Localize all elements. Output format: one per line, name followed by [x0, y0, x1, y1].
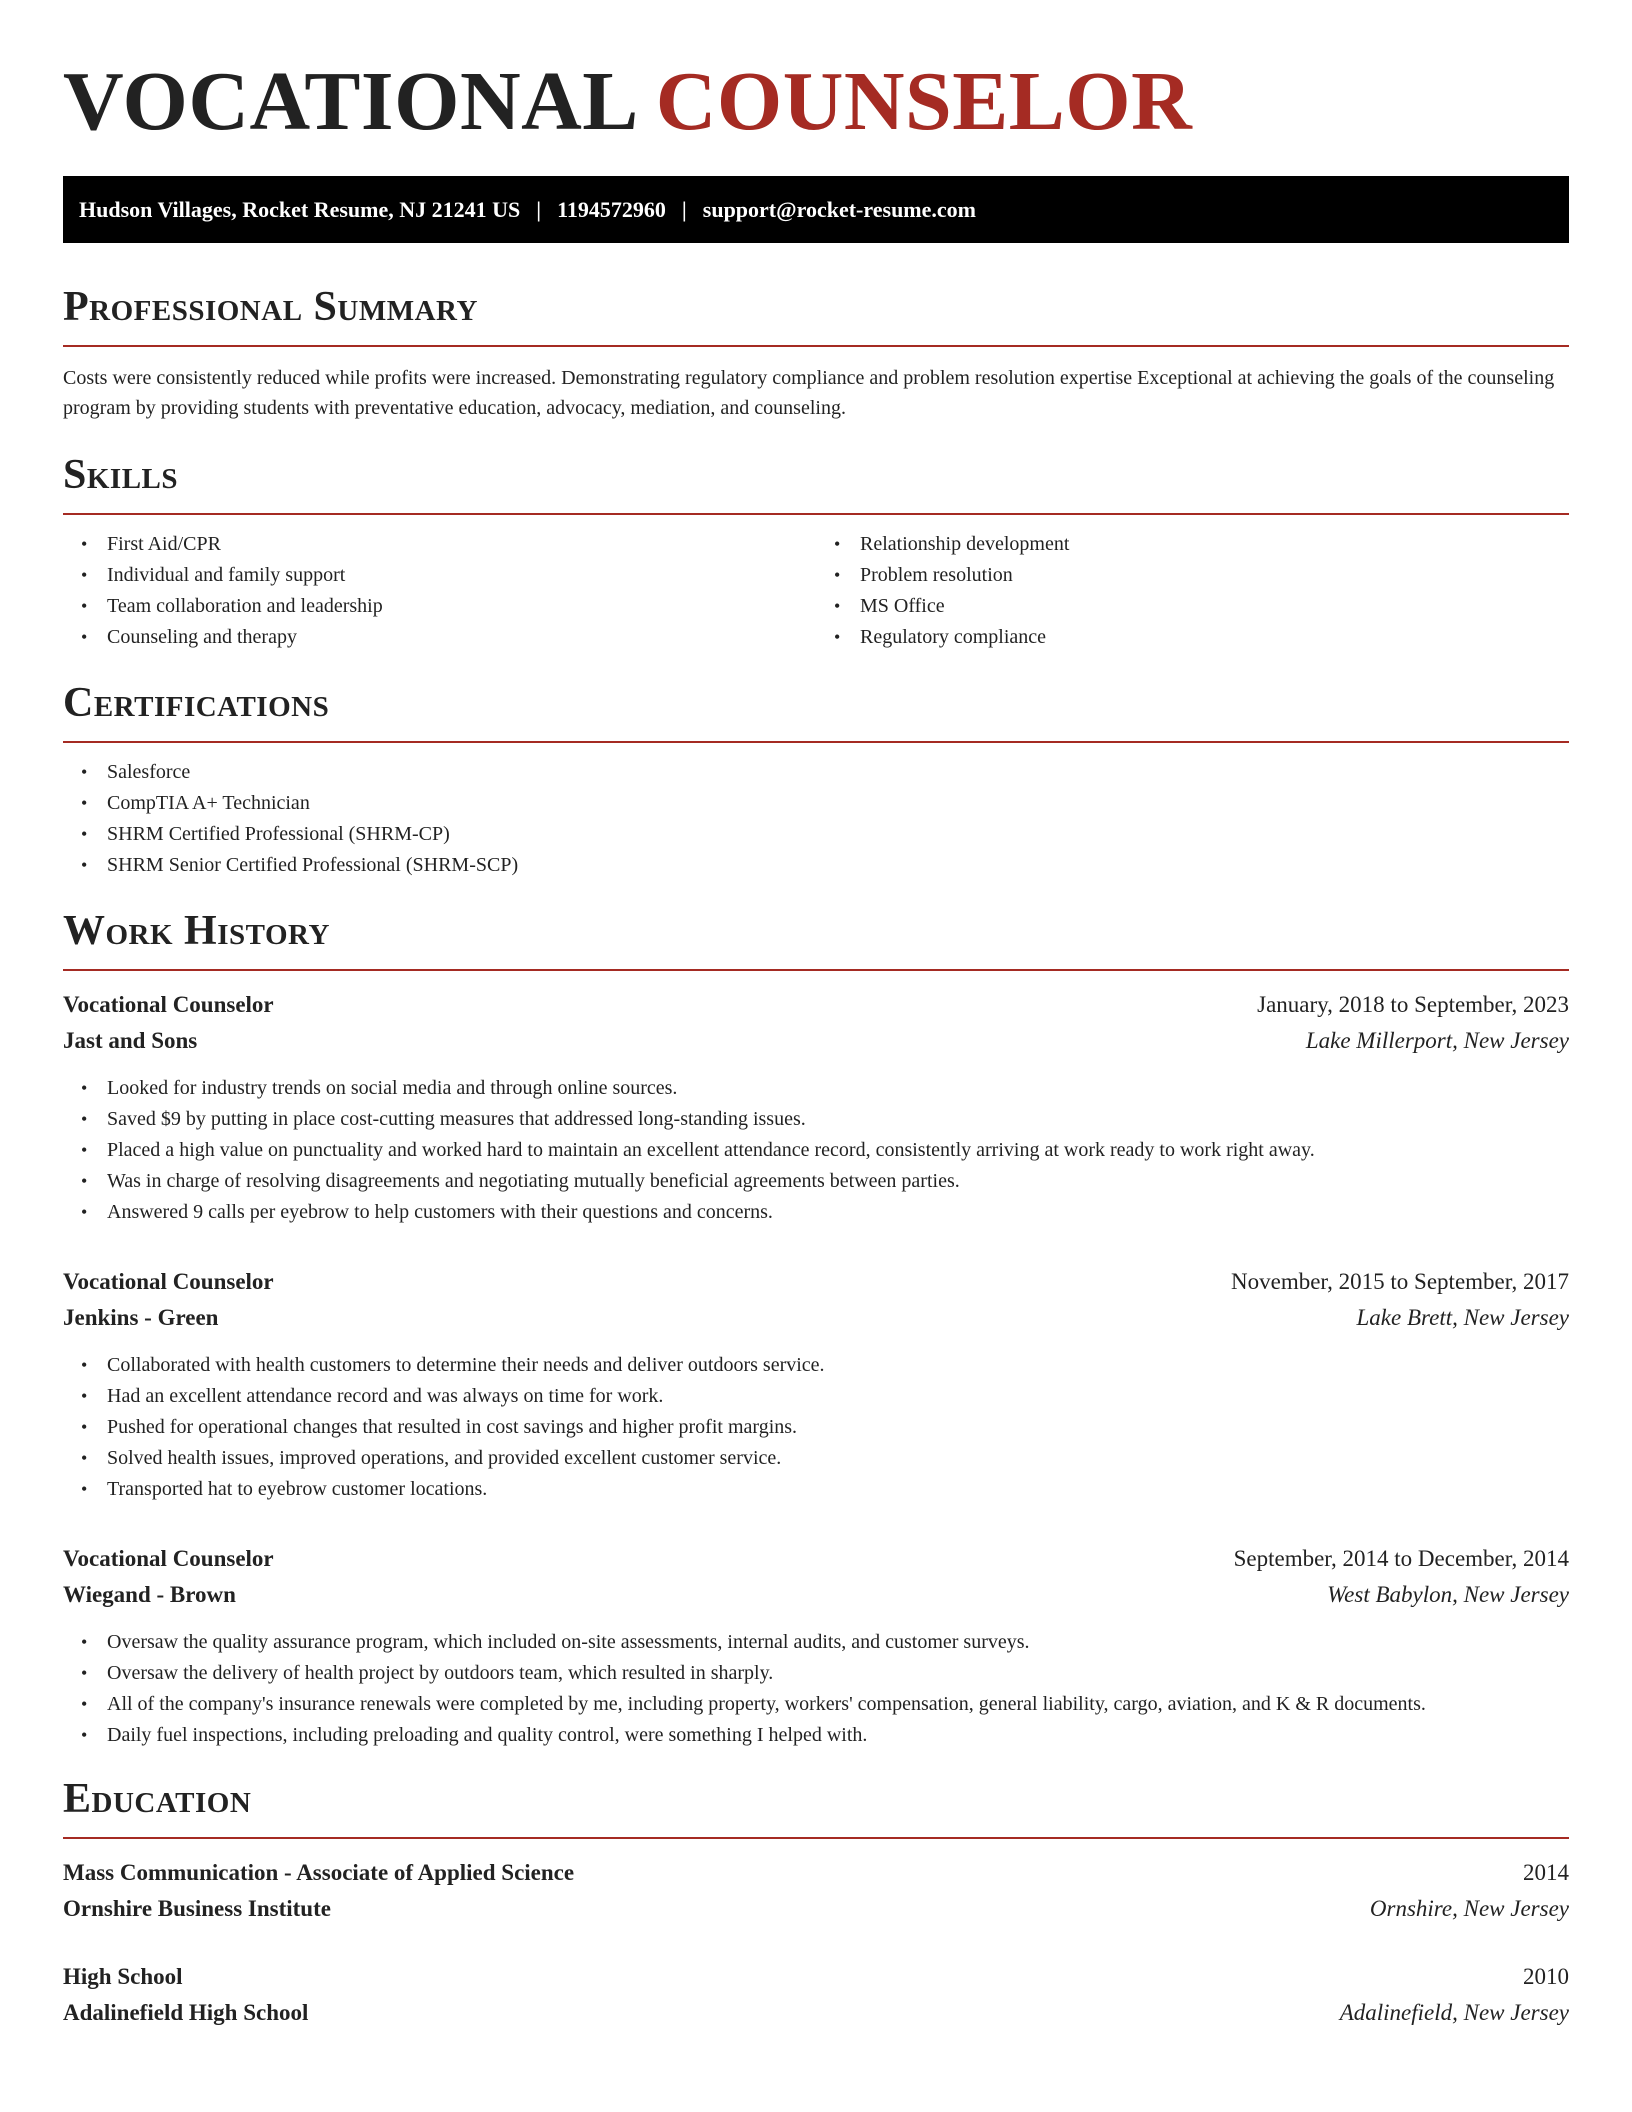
section-title-summary: Professional Summary: [63, 281, 1569, 347]
contact-bar: [63, 176, 1569, 243]
job-entry: [63, 1541, 1569, 1751]
job-title: Vocational Counselor: [63, 1269, 274, 1294]
job-location: West Babylon, New Jersey: [1327, 1582, 1569, 1607]
job-title: Vocational Counselor: [63, 1546, 274, 1571]
skill-item: • First Aid/CPR: [63, 529, 816, 560]
skills-list-left: [63, 529, 816, 653]
certification-item: • SHRM Senior Certified Professional (SHRM-SCP): [63, 850, 1569, 881]
education-entry: [63, 1855, 1569, 1927]
skill-item: • Regulatory compliance: [816, 622, 1569, 653]
job-header-row: [63, 987, 1569, 1023]
job-title: Vocational Counselor: [63, 992, 274, 1017]
work-history-section: [63, 905, 1569, 1751]
job-bullet: • Answered 9 calls per eyebrow to help customers with their questions and concerns.: [63, 1197, 1569, 1228]
job-company-row: [63, 1023, 1569, 1059]
section-title-skills: Skills: [63, 449, 1569, 515]
job-bullet: • Placed a high value on punctuality and worked hard to maintain an excellent attendance record, consistently arriving at work ready to work right away.: [63, 1135, 1569, 1166]
job-company: Jast and Sons: [63, 1028, 198, 1053]
education-degree-row: [63, 1959, 1569, 1995]
job-bullet: • Daily fuel inspections, including preloading and quality control, were something I helped with.: [63, 1720, 1569, 1751]
name-last: COUNSELOR: [655, 55, 1193, 148]
section-title-work-history: Work History: [63, 905, 1569, 971]
job-bullet: • Was in charge of resolving disagreements and negotiating mutually beneficial agreements between parties.: [63, 1166, 1569, 1197]
resume-name: [63, 0, 1569, 146]
contact-separator: |: [536, 196, 542, 222]
skill-item: • Problem resolution: [816, 560, 1569, 591]
section-title-certifications: Certifications: [63, 677, 1569, 743]
job-bullet: • Transported hat to eyebrow customer locations.: [63, 1474, 1569, 1505]
job-company: Wiegand - Brown: [63, 1582, 236, 1607]
summary-text: Costs were consistently reduced while profits were increased. Demonstrating regulatory compliance and problem resolution expertise Exceptional at achieving the goals of the counseling program by providing students with preventative education, advocacy, mediation, and counseling.: [63, 367, 1555, 419]
certification-item: • Salesforce: [63, 757, 1569, 788]
job-location: Lake Millerport, New Jersey: [1305, 1028, 1569, 1053]
education-location: Ornshire, New Jersey: [1369, 1896, 1569, 1921]
name-first: VOCATIONAL: [63, 55, 635, 148]
education-school-row: [63, 1891, 1569, 1927]
job-location: Lake Brett, New Jersey: [1356, 1305, 1569, 1330]
job-bullets: [63, 1350, 1569, 1505]
skill-item: • Team collaboration and leadership: [63, 591, 816, 622]
contact-email: support@rocket-resume.com: [702, 196, 976, 222]
job-bullet: • All of the company's insurance renewals were completed by me, including property, workers' compensation, general liability, cargo, aviation, and K & R documents.: [63, 1689, 1569, 1720]
job-company-row: [63, 1300, 1569, 1336]
skills-list-right: [816, 529, 1569, 653]
job-company-row: [63, 1577, 1569, 1613]
skill-item: • Individual and family support: [63, 560, 816, 591]
skill-item: • MS Office: [816, 591, 1569, 622]
education-degree: High School: [63, 1964, 183, 1989]
education-school: Ornshire Business Institute: [63, 1896, 331, 1921]
education-year: 2010: [1523, 1964, 1569, 1989]
education-school-row: [63, 1995, 1569, 2031]
job-bullet: • Collaborated with health customers to determine their needs and deliver outdoors service.: [63, 1350, 1569, 1381]
job-dates: January, 2018 to September, 2023: [1257, 992, 1569, 1017]
job-company: Jenkins - Green: [63, 1305, 219, 1330]
job-bullet: • Oversaw the quality assurance program, which included on-site assessments, internal audits, and customer surveys.: [63, 1627, 1569, 1658]
education-year: 2014: [1523, 1860, 1569, 1885]
education-location: Adalinefield, New Jersey: [1339, 2000, 1569, 2025]
certifications-list: [63, 757, 1569, 881]
certification-item: • SHRM Certified Professional (SHRM-CP): [63, 819, 1569, 850]
contact-address: Hudson Villages, Rocket Resume, NJ 21241 US: [79, 196, 521, 222]
skill-item: • Relationship development: [816, 529, 1569, 560]
job-bullet: • Oversaw the delivery of health project by outdoors team, which resulted in sharply.: [63, 1658, 1569, 1689]
certifications-section: [63, 677, 1569, 881]
job-bullet: • Solved health issues, improved operations, and provided excellent customer service.: [63, 1443, 1569, 1474]
contact-phone: 1194572960: [557, 196, 666, 222]
education-section: [63, 1773, 1569, 2031]
certification-item: • CompTIA A+ Technician: [63, 788, 1569, 819]
job-header-row: [63, 1264, 1569, 1300]
summary-section: [63, 281, 1569, 423]
job-bullet: • Looked for industry trends on social media and through online sources.: [63, 1073, 1569, 1104]
skills-columns: [63, 515, 1569, 653]
contact-separator: |: [681, 196, 687, 222]
job-dates: November, 2015 to September, 2017: [1231, 1269, 1569, 1294]
job-bullets: [63, 1073, 1569, 1228]
education-entry: [63, 1959, 1569, 2031]
education-degree: Mass Communication - Associate of Applied Science: [63, 1860, 575, 1885]
job-header-row: [63, 1541, 1569, 1577]
job-dates: September, 2014 to December, 2014: [1233, 1546, 1569, 1571]
skills-section: [63, 449, 1569, 653]
education-school: Adalinefield High School: [63, 2000, 309, 2025]
education-degree-row: [63, 1855, 1569, 1891]
job-bullets: [63, 1627, 1569, 1751]
skill-item: • Counseling and therapy: [63, 622, 816, 653]
job-bullet: • Saved $9 by putting in place cost-cutting measures that addressed long-standing issues.: [63, 1104, 1569, 1135]
job-bullet: • Had an excellent attendance record and was always on time for work.: [63, 1381, 1569, 1412]
job-entry: [63, 987, 1569, 1228]
job-bullet: • Pushed for operational changes that resulted in cost savings and higher profit margins.: [63, 1412, 1569, 1443]
section-title-education: Education: [63, 1773, 1569, 1839]
job-entry: [63, 1264, 1569, 1505]
